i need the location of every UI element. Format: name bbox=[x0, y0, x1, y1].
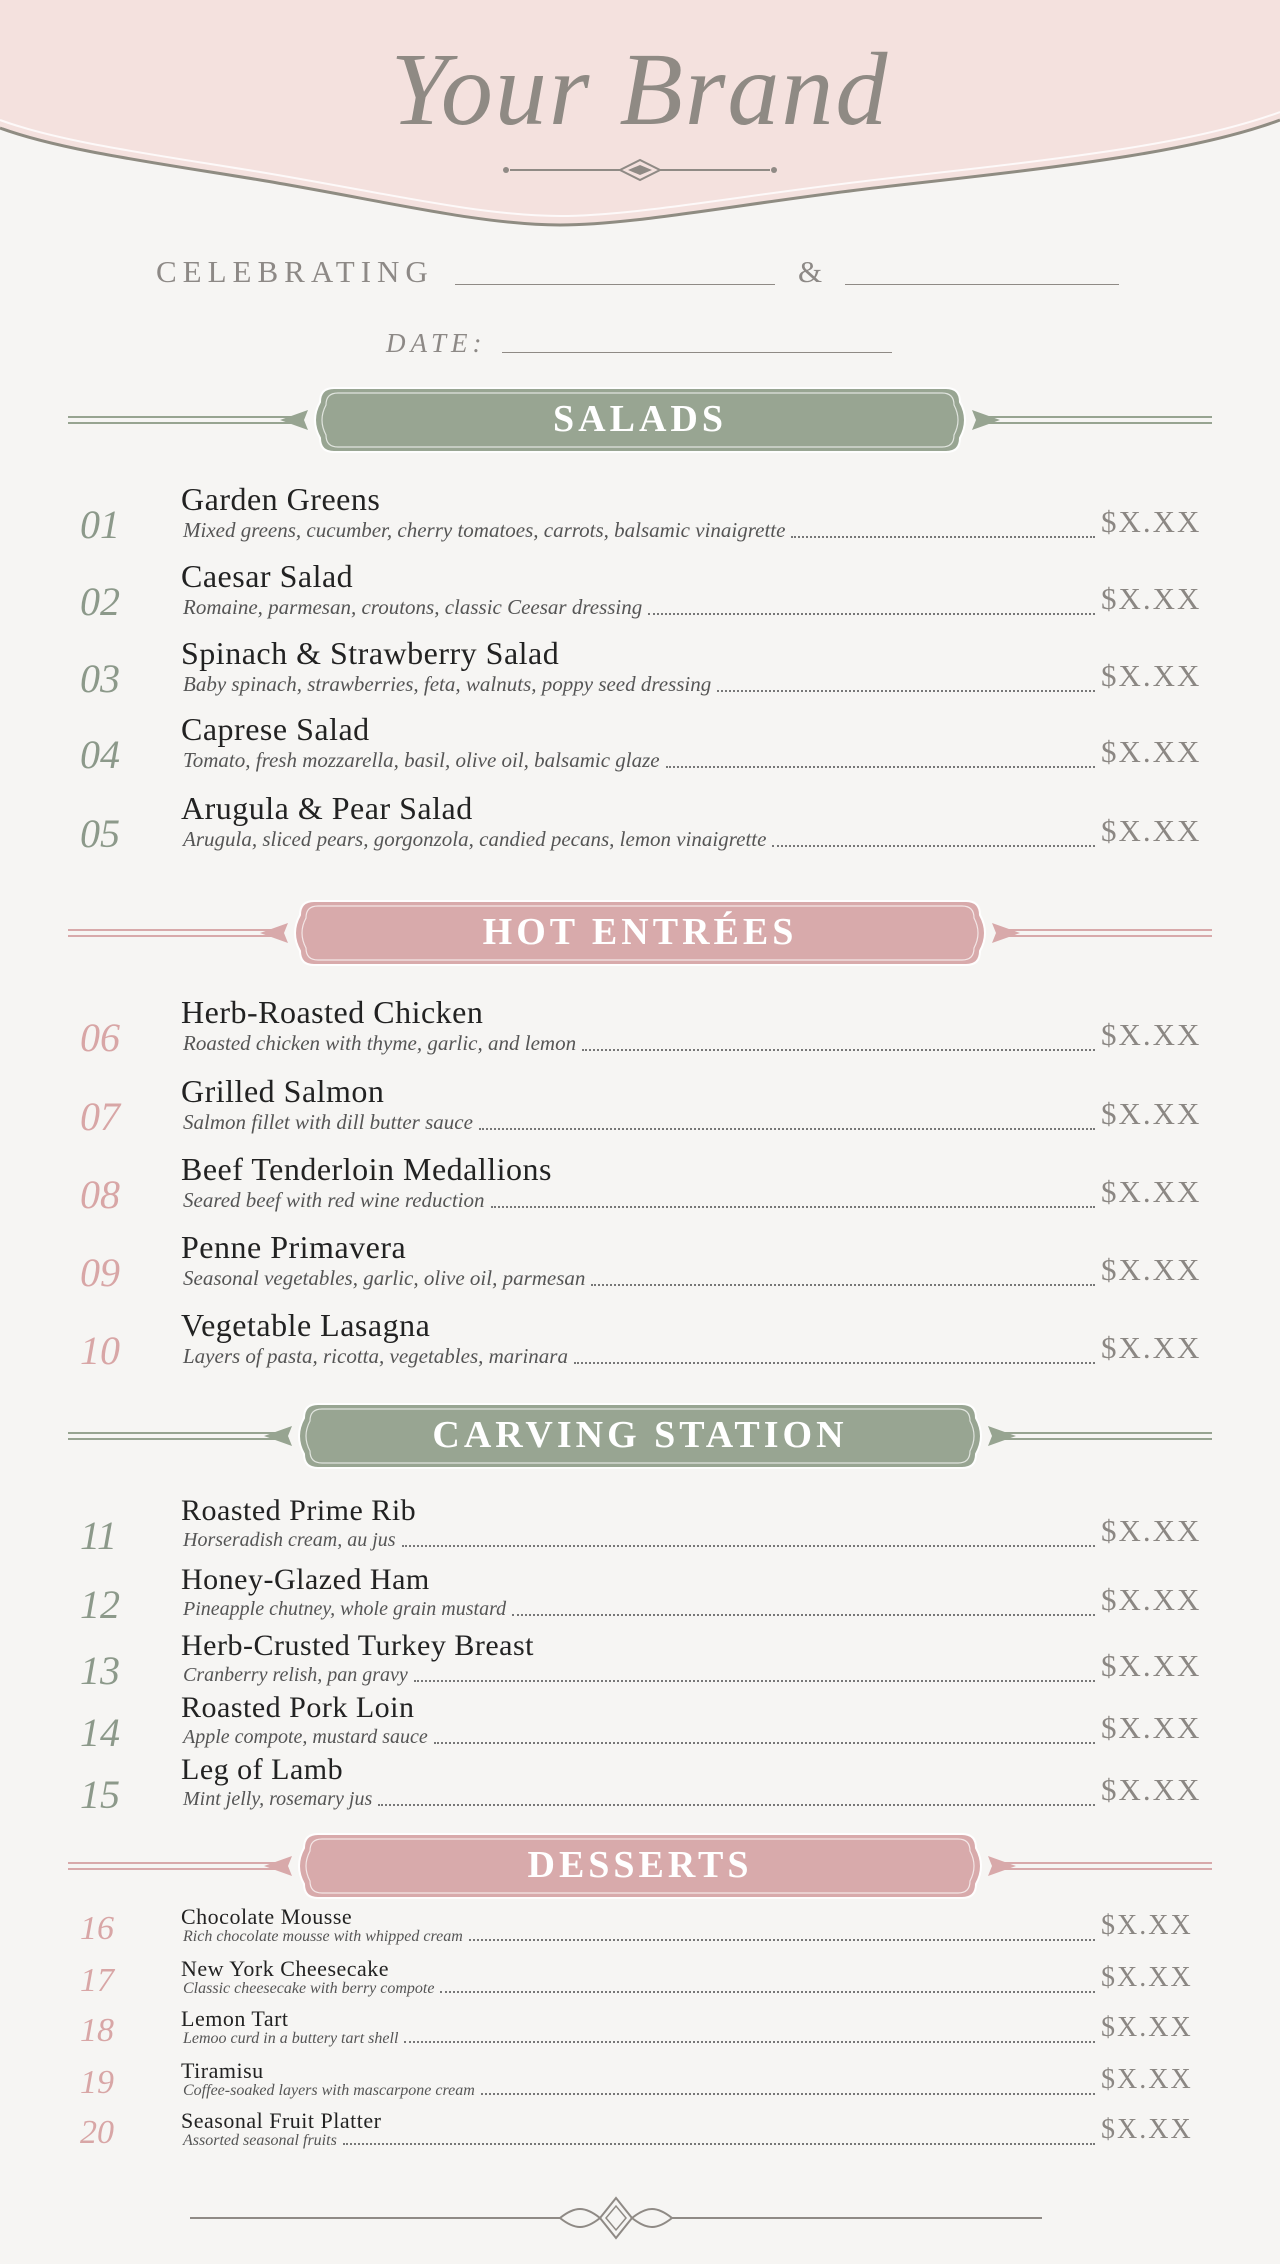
item-number: 15 bbox=[80, 1772, 120, 1817]
item-description: Horseradish cream, au jus bbox=[183, 1529, 396, 1551]
item-number: 02 bbox=[80, 579, 120, 624]
item-description-row bbox=[183, 1924, 1095, 1946]
section-title: DESSERTS bbox=[527, 1844, 753, 1886]
item-number: 12 bbox=[80, 1582, 120, 1627]
item-price: $X.XX bbox=[1101, 2114, 1193, 2145]
item-description: Roasted chicken with thyme, garlic, and lemon bbox=[183, 1031, 577, 1055]
item-number: 18 bbox=[80, 2012, 114, 2049]
footer-flourish-ornament bbox=[190, 2192, 1042, 2244]
section-title: HOT ENTRÉES bbox=[482, 911, 798, 953]
item-number: 03 bbox=[80, 656, 120, 701]
item-number: 05 bbox=[80, 811, 120, 856]
item-price: $X.XX bbox=[1101, 1096, 1202, 1131]
item-description-row bbox=[183, 2078, 1095, 2100]
brand-title: Your Brand bbox=[390, 32, 890, 147]
item-price: $X.XX bbox=[1101, 1513, 1202, 1548]
item-name: Tiramisu bbox=[181, 2058, 264, 2083]
item-description: Tomato, fresh mozzarella, basil, olive oil, balsamic glaze bbox=[183, 748, 660, 772]
item-price: $X.XX bbox=[1101, 1710, 1202, 1745]
date-label: DATE: bbox=[386, 328, 487, 358]
item-price: $X.XX bbox=[1101, 1962, 1193, 1993]
item-description: Baby spinach, strawberries, feta, walnuts, poppy seed dressing bbox=[183, 672, 712, 696]
item-name: Caesar Salad bbox=[181, 558, 354, 594]
item-description-row bbox=[183, 2026, 1095, 2048]
item-number: 01 bbox=[80, 502, 120, 547]
item-name: Beef Tenderloin Medallions bbox=[181, 1151, 552, 1187]
item-price: $X.XX bbox=[1101, 1582, 1202, 1617]
item-price: $X.XX bbox=[1101, 658, 1202, 693]
item-description: Cranberry relish, pan gravy bbox=[183, 1664, 408, 1686]
item-description: Classic cheesecake with berry compote bbox=[183, 1980, 435, 1997]
item-number: 14 bbox=[80, 1710, 120, 1755]
item-price: $X.XX bbox=[1101, 1772, 1202, 1807]
item-description: Seared beef with red wine reduction bbox=[183, 1188, 485, 1212]
item-price: $X.XX bbox=[1101, 1910, 1193, 1941]
item-name: Spinach & Strawberry Salad bbox=[181, 635, 560, 671]
item-price: $X.XX bbox=[1101, 581, 1202, 616]
item-description: Rich chocolate mousse with whipped cream bbox=[183, 1928, 463, 1945]
item-price: $X.XX bbox=[1101, 734, 1202, 769]
item-description: Mixed greens, cucumber, cherry tomatoes, carrots, balsamic vinaigrette bbox=[183, 518, 786, 542]
celebrating-label: CELEBRATING bbox=[156, 254, 434, 289]
item-name: Chocolate Mousse bbox=[181, 1904, 353, 1929]
item-number: 17 bbox=[80, 1962, 114, 1999]
item-description: Layers of pasta, ricotta, vegetables, marinara bbox=[183, 1344, 568, 1368]
item-description: Coffee-soaked layers with mascarpone cream bbox=[183, 2082, 475, 2099]
item-price: $X.XX bbox=[1101, 504, 1202, 539]
dot-leader bbox=[440, 1991, 1095, 1993]
item-description: Assorted seasonal fruits bbox=[183, 2132, 337, 2149]
dot-leader bbox=[481, 2093, 1095, 2095]
item-description: Lemoo curd in a buttery tart shell bbox=[183, 2030, 399, 2047]
item-number: 04 bbox=[80, 732, 120, 777]
item-number: 08 bbox=[80, 1172, 120, 1217]
item-number: 20 bbox=[80, 2114, 114, 2151]
item-price: $X.XX bbox=[1101, 1252, 1202, 1287]
item-name: Arugula & Pear Salad bbox=[181, 790, 473, 826]
item-name: Seasonal Fruit Platter bbox=[181, 2108, 382, 2133]
item-description: Romaine, parmesan, croutons, classic Ceesar dressing bbox=[183, 595, 643, 619]
item-number: 10 bbox=[80, 1328, 120, 1373]
item-description: Pineapple chutney, whole grain mustard bbox=[183, 1598, 507, 1620]
ampersand: & bbox=[798, 254, 823, 289]
item-number: 06 bbox=[80, 1015, 120, 1060]
item-number: 11 bbox=[80, 1513, 118, 1558]
item-name: New York Cheesecake bbox=[181, 1956, 390, 1981]
item-name: Grilled Salmon bbox=[181, 1073, 385, 1109]
item-description: Salmon fillet with dill butter sauce bbox=[183, 1110, 473, 1134]
item-description: Arugula, sliced pears, gorgonzola, candied pecans, lemon vinaigrette bbox=[183, 827, 767, 851]
item-name: Honey-Glazed Ham bbox=[181, 1563, 430, 1596]
item-price: $X.XX bbox=[1101, 813, 1202, 848]
item-description: Seasonal vegetables, garlic, olive oil, parmesan bbox=[183, 1266, 586, 1290]
item-number: 19 bbox=[80, 2064, 114, 2101]
item-name: Penne Primavera bbox=[181, 1229, 407, 1265]
item-description: Mint jelly, rosemary jus bbox=[183, 1788, 373, 1810]
item-name: Herb-Roasted Chicken bbox=[181, 994, 484, 1030]
item-description-row bbox=[183, 1976, 1095, 1998]
item-name: Roasted Prime Rib bbox=[181, 1494, 417, 1527]
dot-leader bbox=[469, 1939, 1095, 1941]
item-price: $X.XX bbox=[1101, 2012, 1193, 2043]
item-number: 13 bbox=[80, 1648, 120, 1693]
item-name: Leg of Lamb bbox=[181, 1753, 344, 1786]
item-price: $X.XX bbox=[1101, 1174, 1202, 1209]
item-name: Lemon Tart bbox=[181, 2006, 289, 2031]
item-name: Garden Greens bbox=[181, 481, 381, 517]
item-number: 09 bbox=[80, 1250, 120, 1295]
item-description-row bbox=[183, 2128, 1095, 2150]
item-number: 16 bbox=[80, 1910, 114, 1947]
dot-leader bbox=[343, 2143, 1095, 2145]
item-name: Caprese Salad bbox=[181, 711, 370, 747]
item-number: 07 bbox=[80, 1094, 120, 1139]
dot-leader bbox=[404, 2041, 1095, 2043]
item-price: $X.XX bbox=[1101, 1648, 1202, 1683]
item-price: $X.XX bbox=[1101, 2064, 1193, 2095]
item-description: Apple compote, mustard sauce bbox=[183, 1726, 428, 1748]
section-title: CARVING STATION bbox=[432, 1414, 848, 1456]
item-name: Roasted Pork Loin bbox=[181, 1691, 415, 1724]
section-title: SALADS bbox=[553, 398, 727, 440]
item-price: $X.XX bbox=[1101, 1017, 1202, 1052]
item-price: $X.XX bbox=[1101, 1330, 1202, 1365]
item-name: Herb-Crusted Turkey Breast bbox=[181, 1629, 534, 1662]
item-name: Vegetable Lasagna bbox=[181, 1307, 431, 1343]
